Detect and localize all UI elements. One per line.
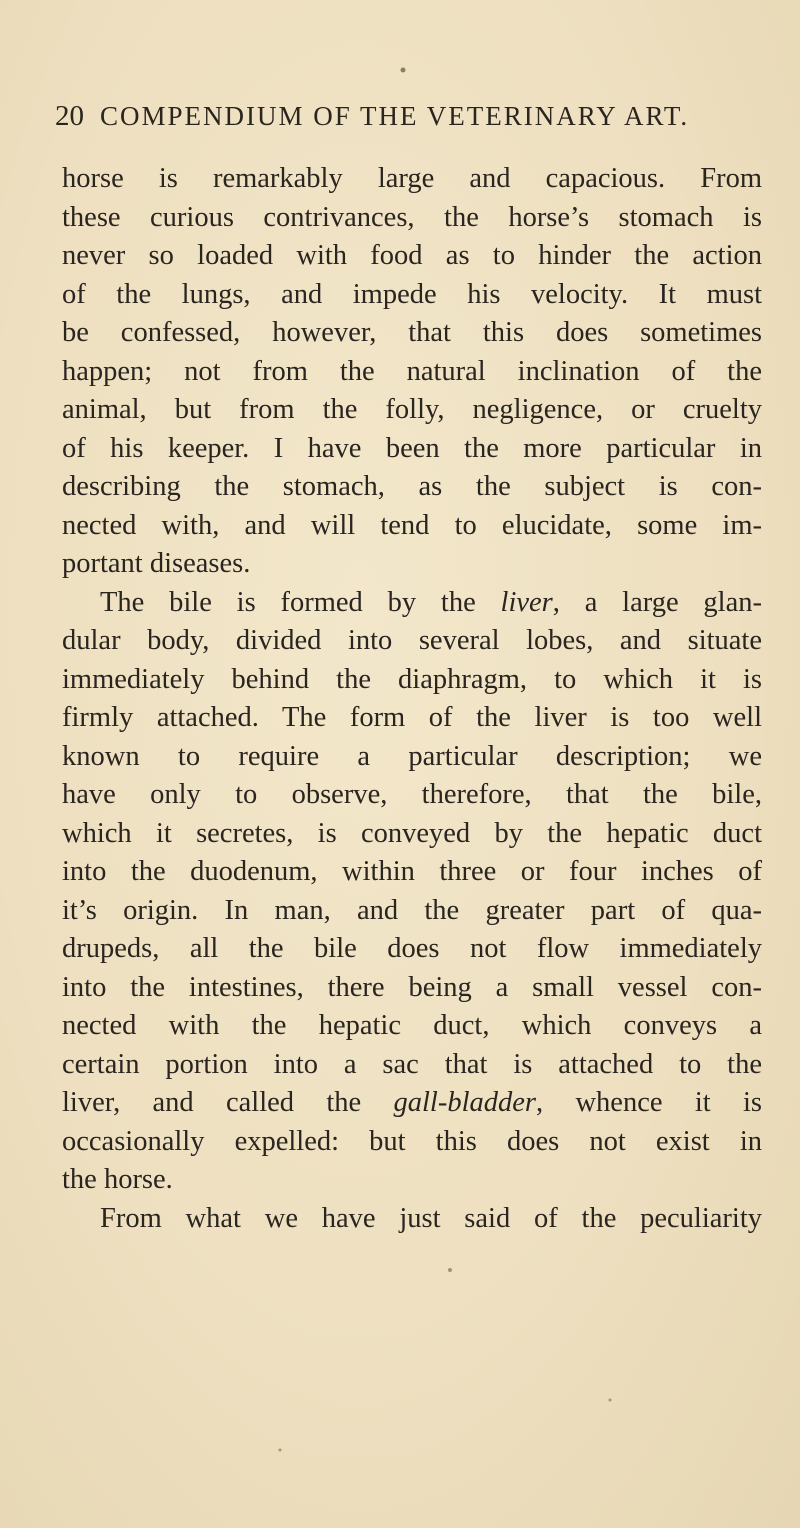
text-line: From what we have just said of the peculiarity <box>100 1202 762 1234</box>
text-line: these curious contrivances, the horse’s stomach is <box>62 201 762 233</box>
text-line <box>62 1084 762 1123</box>
text-line: firmly attached. The form of the liver is too well <box>62 702 762 733</box>
text-line: of his keeper. I have been the more particular in <box>62 432 762 464</box>
text-line: immediately behind the diaphragm, to which it is <box>62 663 762 695</box>
text-line: nected with, and will tend to elucidate, some im- <box>62 509 762 541</box>
text-line: portant diseases. <box>62 548 251 579</box>
text-line: happen; not from the natural inclination of the <box>62 355 762 387</box>
text-line: never so loaded with food as to hinder the action <box>62 240 762 271</box>
text-line: which it secretes, is conveyed by the hepatic duct <box>62 817 762 849</box>
italic-term-gall-bladder: gall-bladder <box>393 1087 537 1118</box>
text-line: into the intestines, there being a small vessel con- <box>62 971 762 1003</box>
text-line: dular body, divided into several lobes, and situate <box>62 625 762 656</box>
text-line: be confessed, however, that this does sometimes <box>62 317 762 348</box>
paper-speck <box>401 68 406 73</box>
text-line: into the duodenum, within three or four inches of <box>62 856 762 887</box>
text-line: describing the stomach, as the subject is con- <box>62 471 762 502</box>
text-line: it’s origin. In man, and the greater part of qua- <box>62 894 762 926</box>
line-text-after: , whence it is <box>536 1087 762 1118</box>
text-line: of the lungs, and impede his velocity. It must <box>62 278 762 310</box>
text-line <box>62 584 762 623</box>
text-line: nected with the hepatic duct, which conveys a <box>62 1010 762 1041</box>
line-text-after: , a large glan- <box>552 586 762 618</box>
text-line: the horse. <box>62 1164 173 1195</box>
page-number: 20 <box>55 100 84 132</box>
text-line: have only to observe, therefore, that the bile, <box>62 779 762 810</box>
line-text-before: liver, and called the <box>62 1087 394 1118</box>
text-line: drupeds, all the bile does not flow immediately <box>62 933 762 964</box>
paper-speck <box>448 1268 452 1272</box>
text-line: animal, but from the folly, negligence, or cruelty <box>62 394 762 425</box>
text-line: known to require a particular description; we <box>62 740 762 772</box>
text-line: occasionally expelled: but this does not exist in <box>62 1125 762 1157</box>
italic-term-liver: liver <box>500 586 553 618</box>
paper-speck <box>609 1399 612 1402</box>
text-line: certain portion into a sac that is attached to the <box>62 1048 762 1080</box>
line-text-before: The bile is formed by the <box>100 586 501 618</box>
body-text <box>62 160 762 1238</box>
page-header <box>55 100 775 150</box>
paper-speck <box>279 1449 282 1452</box>
running-head: COMPENDIUM OF THE VETERINARY ART. <box>100 101 690 131</box>
text-line: horse is remarkably large and capacious. From <box>62 163 762 194</box>
